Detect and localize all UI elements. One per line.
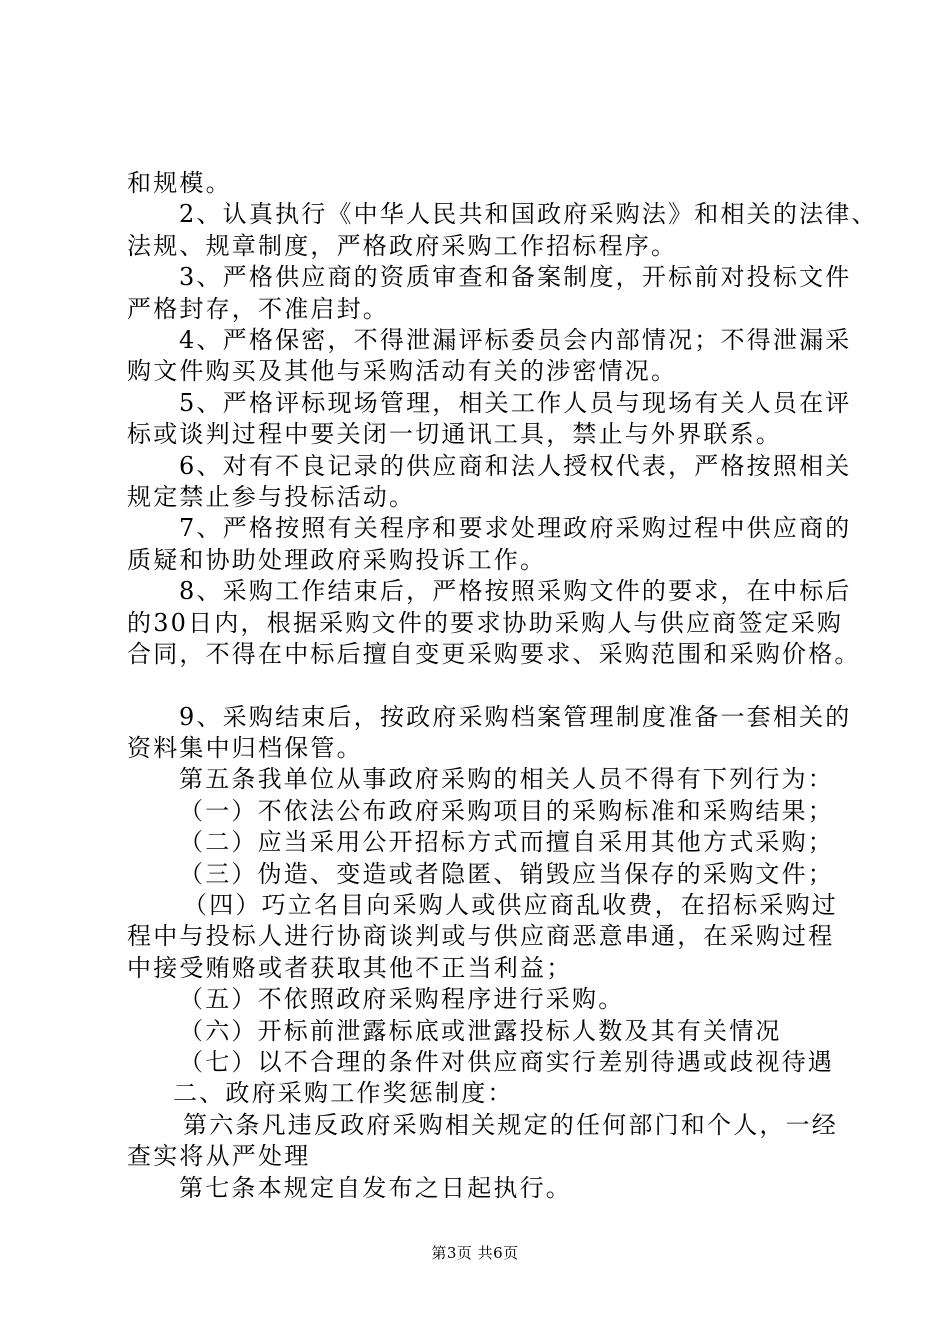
text-line: 购文件购买及其他与采购活动有关的涉密情况。 bbox=[127, 357, 678, 386]
text-line: 8、采购工作结束后，严格按照采购文件的要求，在中标后 bbox=[179, 577, 852, 606]
text-line: 9、采购结束后，按政府采购档案管理制度准备一套相关的 bbox=[179, 702, 852, 731]
text-line: 第七条本规定自发布之日起执行。 bbox=[179, 1173, 572, 1202]
text-line: 二、政府采购工作奖惩制度： bbox=[173, 1079, 514, 1108]
text-line: 第五条我单位从事政府采购的相关人员不得有下列行为： bbox=[179, 765, 834, 794]
text-line: 法规、规章制度，严格政府采购工作招标程序。 bbox=[127, 231, 678, 260]
text-line: 的30日内，根据采购文件的要求协助采购人与供应商签定采购 bbox=[127, 608, 844, 637]
text-line: （六）开标前泄露标底或泄露投标人数及其有关情况 bbox=[179, 1016, 782, 1045]
paragraph-gap bbox=[127, 671, 842, 702]
text-line: 2、认真执行《中华人民共和国政府采购法》和相关的法律、 bbox=[179, 200, 878, 229]
text-line: 6、对有不良记录的供应商和法人授权代表，严格按照相关 bbox=[179, 451, 852, 480]
text-line: （四）巧立名目向采购人或供应商乱收费，在招标采购过 bbox=[183, 890, 838, 919]
text-line: 7、严格按照有关程序和要求处理政府采购过程中供应商的 bbox=[179, 514, 852, 543]
text-line: 和规模。 bbox=[127, 169, 232, 197]
text-line: 规定禁止参与投标活动。 bbox=[127, 483, 416, 512]
text-line: 质疑和协助处理政府采购投诉工作。 bbox=[127, 545, 547, 574]
text-line: 4、严格保密，不得泄漏评标委员会内部情况；不得泄漏采 bbox=[179, 326, 852, 355]
text-line: （一）不依法公布政府采购项目的采购标准和采购结果； bbox=[179, 796, 834, 825]
text-line: （七）以不合理的条件对供应商实行差别待遇或歧视待遇 bbox=[179, 1047, 834, 1076]
text-line: 标或谈判过程中要关闭一切通讯工具，禁止与外界联系。 bbox=[127, 420, 782, 449]
text-line: 5、严格评标现场管理，相关工作人员与现场有关人员在评 bbox=[179, 388, 852, 417]
text-line: 3、严格供应商的资质审查和备案制度，开标前对投标文件 bbox=[179, 263, 852, 292]
text-line: 中接受贿赂或者获取其他不正当利益； bbox=[127, 953, 573, 982]
text-line: 第六条凡违反政府采购相关规定的任何部门和个人，一经 bbox=[183, 1110, 838, 1139]
text-line: 合同，不得在中标后擅自变更采购要求、采购范围和采购价格。 bbox=[127, 640, 861, 669]
text-line: （二）应当采用公开招标方式而擅自采用其他方式采购； bbox=[179, 828, 834, 857]
text-line: （三）伪造、变造或者隐匿、销毁应当保存的采购文件； bbox=[179, 859, 834, 888]
text-line: 资料集中归档保管。 bbox=[127, 733, 363, 762]
text-line: （五）不依照政府采购程序进行采购。 bbox=[179, 985, 625, 1014]
text-line: 程中与投标人进行协商谈判或与供应商恶意串通，在采购过程 bbox=[127, 922, 835, 951]
text-line: 严格封存，不准启封。 bbox=[127, 294, 389, 323]
text-line: 查实将从严处理 bbox=[127, 1142, 311, 1171]
document-body bbox=[127, 168, 878, 1204]
page-number-footer: 第3页 共6页 bbox=[431, 1244, 519, 1262]
